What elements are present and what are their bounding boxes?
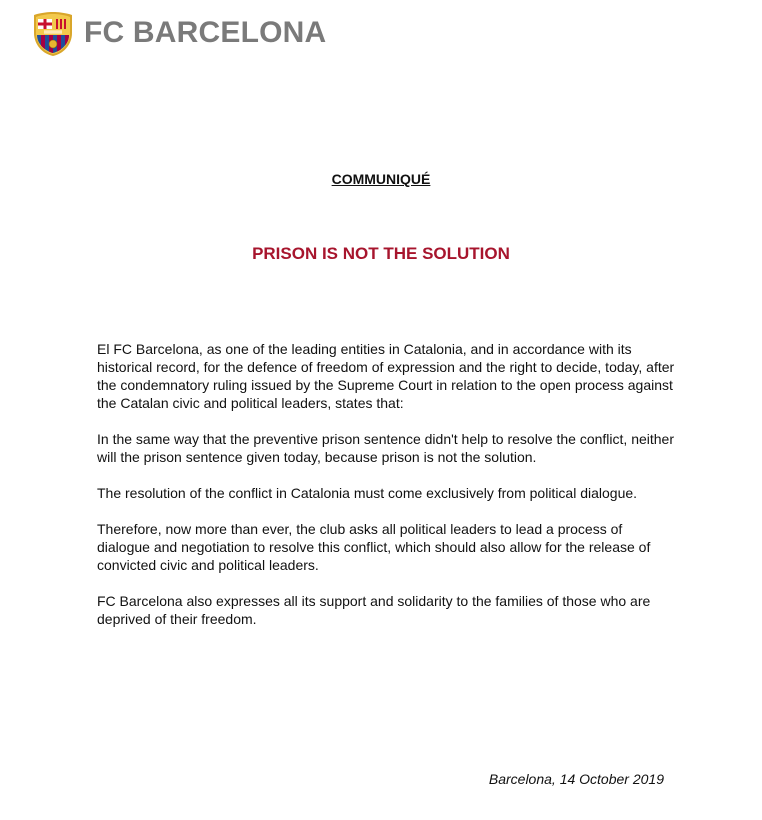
brand-name: FC BARCELONA [84, 16, 327, 49]
paragraph-resolution: The resolution of the conflict in Catalonia must come exclusively from political dialogue. [97, 485, 638, 501]
document-body [97, 340, 677, 646]
document-headline: PRISON IS NOT THE SOLUTION [252, 244, 510, 263]
document-label: COMMUNIQUÉ [331, 171, 431, 187]
paragraph-prison-sentence: In the same way that the preventive prison sentence didn't help to resolve the conflict, neither will the prison sentence given today, because prison is not the solution. [97, 431, 675, 465]
paragraph-solidarity: FC Barcelona also expresses all its support and solidarity to the families of those who are deprived of their freedom. [97, 593, 651, 627]
paragraph-intro: El FC Barcelona, as one of the leading entities in Catalonia, and in accordance with its historical record, for the defence of freedom of expression and the right to decide, today, after the condemnatory ruling issued by the Supreme Court in relation to the open process against the Catalan civic and political leaders, states that: [97, 341, 675, 411]
document-signoff: Barcelona, 14 October 2019 [488, 771, 664, 787]
fc-barcelona-crest-icon [30, 11, 76, 57]
paragraph-dialogue: Therefore, now more than ever, the club asks all political leaders to lead a process of dialogue and negotiation to resolve this conflict, which should also allow for the release of convicted civic and political leaders. [97, 521, 651, 573]
site-header [0, 0, 327, 72]
